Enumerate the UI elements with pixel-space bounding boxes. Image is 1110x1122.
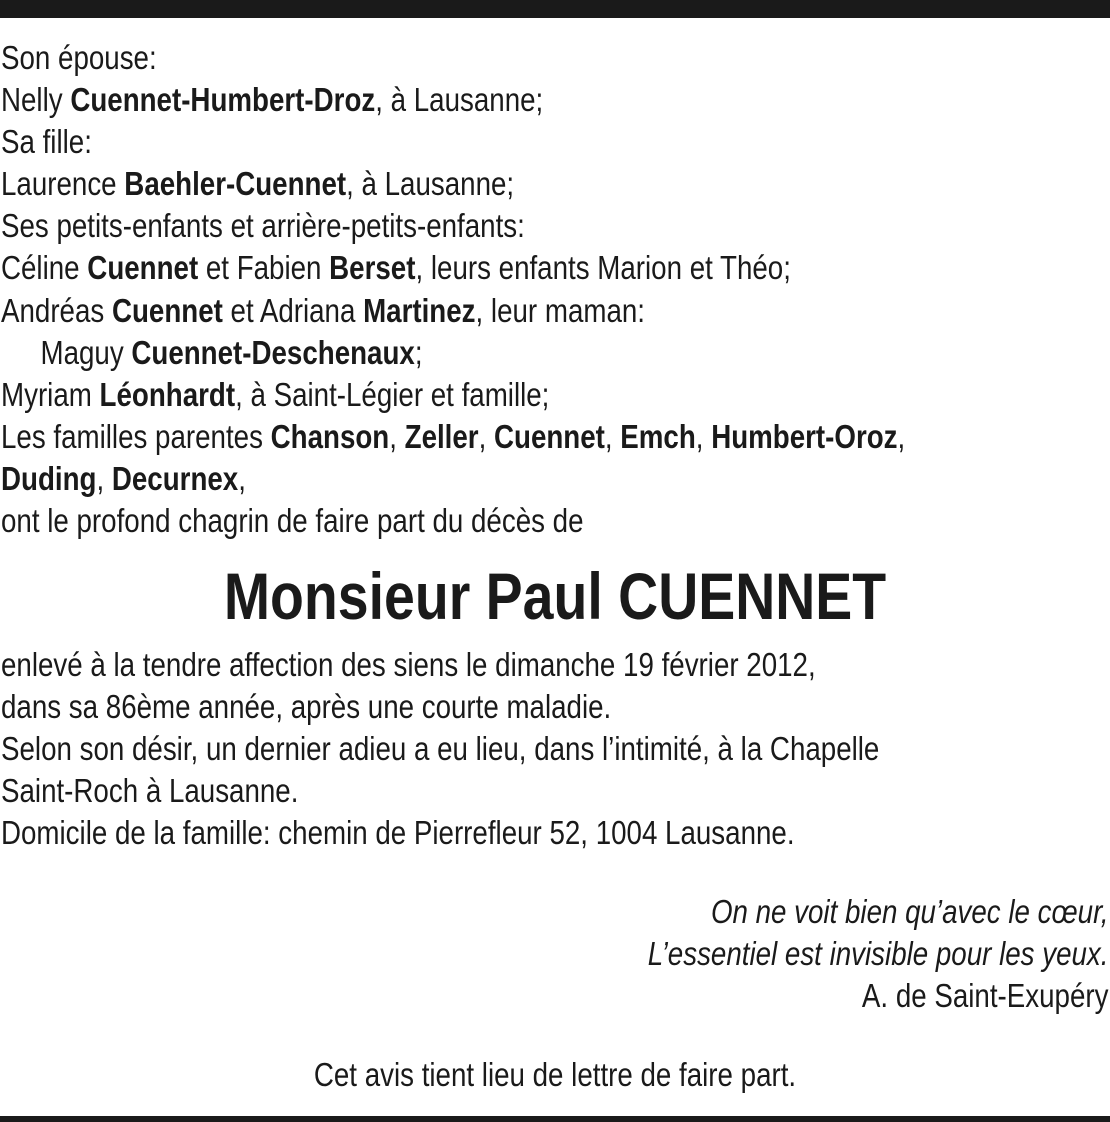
spouse-surname: Cuennet-Humbert-Droz xyxy=(70,81,376,119)
deceased-name: Monsieur Paul CUENNET xyxy=(223,559,887,633)
daughter-location: , à Lausanne; xyxy=(346,165,515,203)
separator: , xyxy=(96,459,112,497)
spouse-line xyxy=(1,79,929,121)
separator: , xyxy=(478,417,495,455)
family-list xyxy=(1,37,1106,542)
details-line-2: dans sa 86ème année, après une courte maladie. xyxy=(1,688,612,726)
maguy-punct: ; xyxy=(414,333,423,371)
separator: , xyxy=(604,417,621,455)
celine-surname: Cuennet xyxy=(87,249,199,287)
andreas-mother-label: , leur maman: xyxy=(475,291,645,329)
adriana-surname: Martinez xyxy=(363,291,476,329)
details-line-5: Domicile de la famille: chemin de Pierrefleur 52, 1004 Lausanne. xyxy=(1,814,795,852)
separator: , xyxy=(238,459,246,497)
adriana-first-name: et Adriana xyxy=(222,291,364,329)
families-line-2 xyxy=(1,458,929,500)
quote-author: A. de Saint-Exupéry xyxy=(861,977,1108,1015)
family-name-humbert-oroz: Humbert-Oroz xyxy=(711,417,898,455)
spouse-label: Son épouse: xyxy=(1,39,157,76)
spouse-first-name: Nelly xyxy=(1,81,71,119)
quote-line-1: On ne voit bien qu’avec le cœur, xyxy=(710,893,1108,930)
maguy-first-name: Maguy xyxy=(40,333,132,371)
myriam-location: , à Saint-Légier et famille; xyxy=(235,375,550,413)
families-label: Les familles parentes xyxy=(1,417,271,455)
families-line xyxy=(1,416,929,458)
daughter-line xyxy=(1,163,929,205)
separator: , xyxy=(695,417,712,455)
daughter-first-name: Laurence xyxy=(1,165,125,203)
quote xyxy=(560,891,1108,1017)
maguy-surname: Cuennet-Deschenaux xyxy=(131,333,415,371)
notice xyxy=(0,1054,1110,1096)
myriam-first-name: Myriam xyxy=(1,375,100,413)
family-name-chanson: Chanson xyxy=(270,417,390,455)
andreas-surname: Cuennet xyxy=(111,291,223,329)
details-line-3: Selon son désir, un dernier adieu a eu lieu, dans l’intimité, à la Chapelle xyxy=(1,730,880,768)
family-name-zeller: Zeller xyxy=(404,417,479,455)
celine-line xyxy=(1,247,929,289)
quote-line-2: L’essentiel est invisible pour les yeux. xyxy=(647,935,1108,973)
fabien-first-name: et Fabien xyxy=(198,249,330,287)
bottom-rule xyxy=(0,1116,1110,1122)
maguy-line xyxy=(1,332,929,374)
fabien-surname: Berset xyxy=(329,249,416,287)
separator: , xyxy=(897,417,906,455)
grandchildren-label: Ses petits-enfants et arrière-petits-enfants: xyxy=(1,207,525,245)
announcement-line: ont le profond chagrin de faire part du décès de xyxy=(1,502,584,540)
family-name-cuennet: Cuennet xyxy=(494,417,605,455)
celine-children: , leurs enfants Marion et Théo; xyxy=(415,249,791,287)
celine-first-name: Céline xyxy=(1,249,88,287)
top-rule xyxy=(0,0,1110,18)
spouse-location: , à Lausanne; xyxy=(375,81,544,119)
daughter-surname: Baehler-Cuennet xyxy=(124,165,347,203)
andreas-line xyxy=(1,290,929,332)
details-line-4: Saint-Roch à Lausanne. xyxy=(1,772,299,810)
details-line-1: enlevé à la tendre affection des siens le dimanche 19 février 2012, xyxy=(1,646,816,683)
notice-text: Cet avis tient lieu de lettre de faire part. xyxy=(313,1056,797,1093)
andreas-first-name: Andréas xyxy=(1,291,112,329)
family-name-decurnex: Decurnex xyxy=(111,459,239,497)
myriam-line xyxy=(1,374,929,416)
myriam-surname: Léonhardt xyxy=(99,375,236,413)
family-name-duding: Duding xyxy=(1,459,97,497)
details-paragraph xyxy=(1,644,1106,854)
separator: , xyxy=(389,417,405,455)
daughter-label: Sa fille: xyxy=(1,123,92,161)
family-name-emch: Emch xyxy=(620,417,696,455)
